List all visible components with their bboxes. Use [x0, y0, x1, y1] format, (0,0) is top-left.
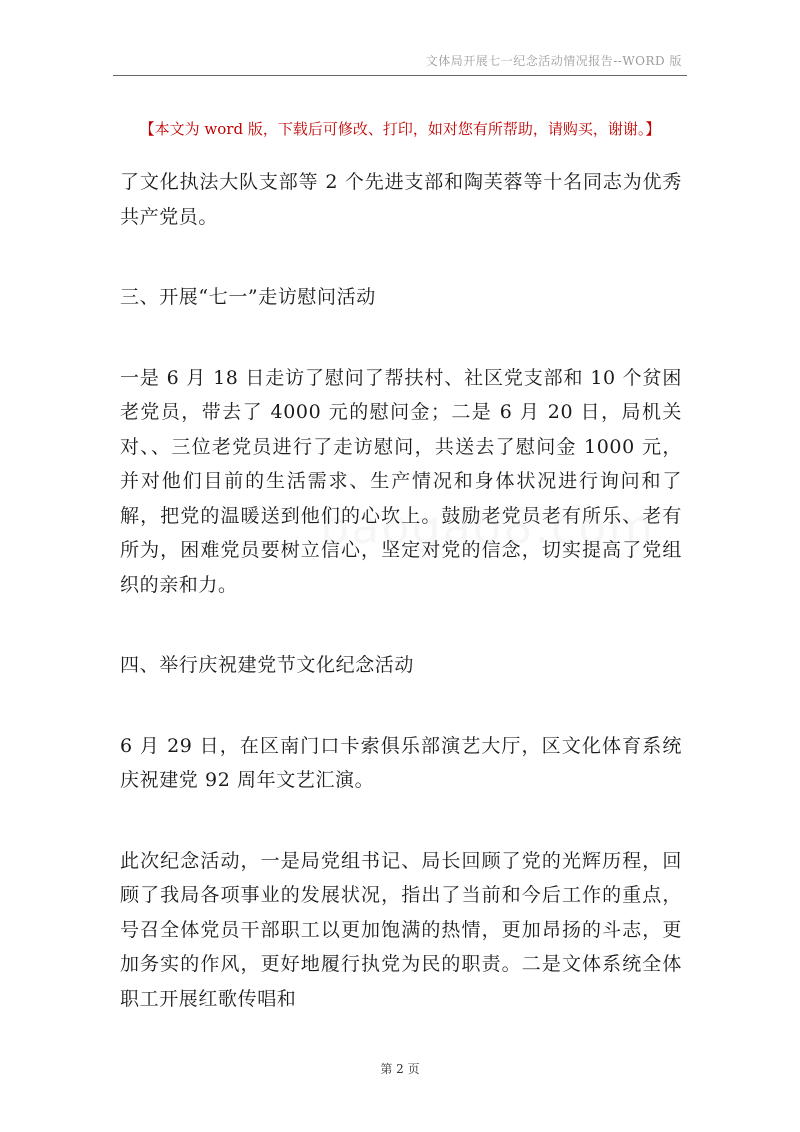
paragraph-summary: 此次纪念活动，一是局党组书记、局长回顾了党的光辉历程，回顾了我局各项事业的发展状况，指出了当前和今后工作的重点，号召全体党员干部职工以更加饱满的热情，更加昂扬的斗志，更加务实的作风，更好地履行执党为民的职责。二是文体系统全体职工开展红歌传唱和	[120, 849, 682, 1010]
paragraph-performance: 6 月 29 日，在区南门口卡索俱乐部演艺大厅，区文化体育系统庆祝建党 92 周年文艺汇演。	[120, 734, 682, 791]
header-divider	[113, 75, 687, 76]
document-body	[120, 165, 682, 1016]
paragraph-continuation: 了文化执法大队支部等 2 个先进支部和陶芙蓉等十名同志为优秀共产党员。	[120, 171, 682, 228]
page-number: 第 2 页	[380, 1062, 420, 1076]
section-heading-4: 四、举行庆祝建党节文化纪念活动	[120, 654, 415, 676]
running-header: 文体局开展七一纪念活动情况报告--WORD 版	[425, 54, 682, 68]
paragraph-visits: 一是 6 月 18 日走访了慰问了帮扶村、社区党支部和 10 个贫困老党员，带去了 4000 元的慰问金；二是 6 月 20 日，局机关对、、三位老党员进行了走访慰问，共送去了慰问金 1000 元，并对他们目前的生活需求、生产情况和身体状况进行询问和了解，把党的温暖送到他们的心坎上。鼓励老党员老有所乐、老有所为，困难党员要树立信心，坚定对党的信念，切实提高了党组织的亲和力。	[120, 366, 682, 596]
purchase-notice: 【本文为 word 版，下载后可修改、打印，如对您有所帮助，请购买，谢谢。】	[139, 120, 661, 138]
section-heading-3: 三、开展“七一”走访慰问活动	[120, 286, 376, 308]
